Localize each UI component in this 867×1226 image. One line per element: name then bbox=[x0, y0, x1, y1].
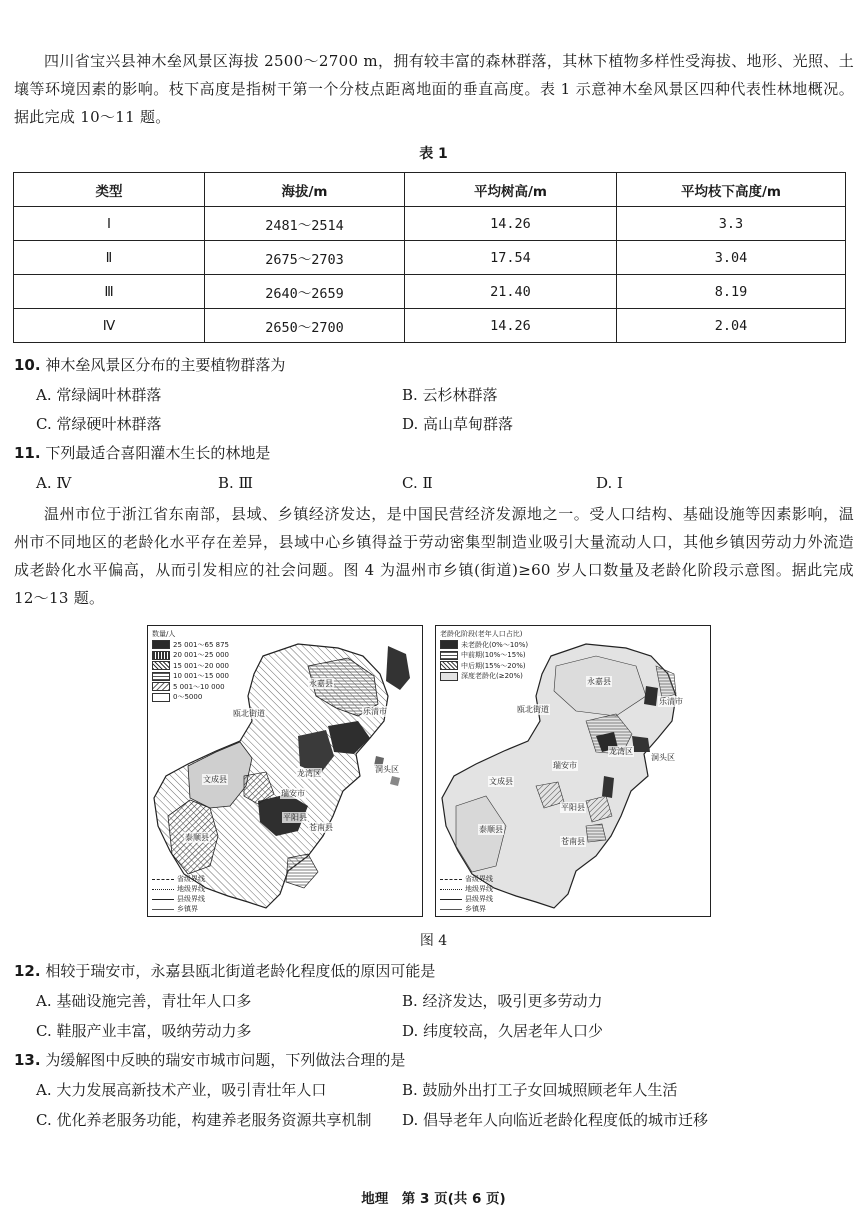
legend-item bbox=[152, 640, 229, 651]
cell-branch-height: 3.04 bbox=[617, 241, 846, 275]
option-d: D. Ⅰ bbox=[596, 474, 623, 492]
option-a: A. 常绿阔叶林群落 bbox=[36, 386, 162, 404]
question-12 bbox=[14, 960, 435, 982]
boundary-label: 乡镇界 bbox=[177, 905, 198, 913]
table-row bbox=[14, 275, 846, 309]
boundary-legend-item bbox=[152, 884, 205, 894]
legend-item bbox=[152, 671, 229, 682]
map-label-dongtou: 洞头区 bbox=[651, 753, 675, 762]
boundary-legend-item bbox=[440, 904, 493, 914]
boundary-label: 县级界线 bbox=[465, 895, 493, 903]
boundary-line bbox=[440, 909, 462, 910]
question-number: 11. bbox=[14, 444, 41, 462]
intro-paragraph-2: 温州市位于浙江省东南部，县域、乡镇经济发达，是中国民营经济发源地之一。受人口结构、基础设施等因素影响，温州市不同地区的老龄化水平存在差异，县域中心乡镇得益于劳动密集型制造业吸引大量流动人口，其他乡镇因劳动力外流造成老龄化水平偏高，从而引发相应的社会问题。图 4 为温州市乡镇(街道)≥60 岁人口数量及老龄化阶段示意图。据此完成 12～13 题。 bbox=[14, 505, 854, 607]
question-stem: 神木垒风景区分布的主要植物群落为 bbox=[45, 356, 286, 374]
cell-altitude: 2640～2659 bbox=[205, 275, 405, 309]
legend-item bbox=[440, 650, 528, 661]
map-label-leqing: 乐清市 bbox=[363, 707, 387, 716]
option-d: D. 倡导老年人向临近老龄化程度低的城市迁移 bbox=[402, 1111, 709, 1129]
map-label-wencheng: 文成县 bbox=[203, 775, 227, 784]
figure-caption: 图 4 bbox=[419, 933, 448, 949]
legend-title: 老龄化阶段(老年人口占比) bbox=[440, 630, 523, 638]
question-stem: 下列最适合喜阳灌木生长的林地是 bbox=[45, 444, 271, 462]
cell-branch-height: 3.3 bbox=[617, 207, 846, 241]
option-d: D. 纬度较高，久居老年人口少 bbox=[402, 1022, 604, 1040]
legend-label: 25 001～65 875 bbox=[173, 640, 229, 649]
boundary-legend bbox=[152, 874, 205, 914]
boundary-legend-item bbox=[440, 884, 493, 894]
boundary-label: 地级界线 bbox=[177, 885, 205, 893]
boundary-legend-item bbox=[152, 874, 205, 884]
option-c: C. 鞋服产业丰富，吸纳劳动力多 bbox=[36, 1022, 252, 1040]
map-label-rui-an: 瑞安市 bbox=[553, 761, 577, 770]
boundary-line bbox=[440, 889, 462, 890]
boundary-line bbox=[152, 899, 174, 900]
question-number: 13. bbox=[14, 1051, 41, 1069]
boundary-legend-item bbox=[152, 894, 205, 904]
option-b: B. 鼓励外出打工子女回城照顾老年人生活 bbox=[402, 1081, 678, 1099]
boundary-line bbox=[440, 899, 462, 900]
table-row bbox=[14, 207, 846, 241]
cell-altitude: 2481～2514 bbox=[205, 207, 405, 241]
boundary-legend-item bbox=[440, 874, 493, 884]
legend-swatch bbox=[440, 661, 458, 670]
legend-label: 0～5000 bbox=[173, 693, 203, 701]
cell-branch-height: 2.04 bbox=[617, 309, 846, 343]
forest-table bbox=[13, 172, 846, 343]
map-label-oubei: 瓯北街道 bbox=[517, 705, 549, 714]
legend-item bbox=[440, 661, 528, 672]
map-label-pingyang: 平阳县 bbox=[283, 813, 307, 822]
intro-paragraph-1: 四川省宝兴县神木垒风景区海拔 2500～2700 m，拥有较丰富的森林群落，其林下植物多样性受海拔、地形、光照、土壤等环境因素的影响。枝下高度是指树干第一个分枝点距离地面的垂直高度。表 1 示意神木垒风景区四种代表性林地概况。据此完成 10～11 题。 bbox=[14, 52, 854, 126]
map-label-longwan: 龙湾区 bbox=[297, 769, 321, 778]
table-row bbox=[14, 241, 846, 275]
cell-branch-height: 8.19 bbox=[617, 275, 846, 309]
boundary-line bbox=[152, 909, 174, 910]
option-a: A. 大力发展高新技术产业，吸引青壮年人口 bbox=[36, 1081, 327, 1099]
legend-label: 20 001～25 000 bbox=[173, 651, 229, 659]
cell-altitude: 2675～2703 bbox=[205, 241, 405, 275]
option-c: C. Ⅱ bbox=[402, 474, 433, 492]
legend-swatch bbox=[152, 640, 170, 649]
cell-tree-height: 14.26 bbox=[405, 207, 617, 241]
boundary-line bbox=[440, 879, 462, 880]
option-c: C. 常绿硬叶林群落 bbox=[36, 415, 162, 433]
legend-swatch bbox=[152, 682, 170, 691]
map-label-dongtou: 洞头区 bbox=[375, 765, 399, 774]
header-type: 类型 bbox=[14, 173, 205, 207]
cell-tree-height: 21.40 bbox=[405, 275, 617, 309]
question-stem: 为缓解图中反映的瑞安市城市问题，下列做法合理的是 bbox=[45, 1051, 406, 1069]
header-branch-height: 平均枝下高度/m bbox=[617, 173, 846, 207]
legend-label: 10 001～15 000 bbox=[173, 672, 229, 680]
map-label-taishun: 泰顺县 bbox=[479, 825, 503, 834]
legend-swatch bbox=[440, 672, 458, 681]
header-altitude: 海拔/m bbox=[205, 173, 405, 207]
boundary-legend-item bbox=[440, 894, 493, 904]
legend-label: 15 001～20 000 bbox=[173, 661, 229, 670]
table-header-row bbox=[14, 173, 846, 207]
legend-item bbox=[152, 692, 229, 703]
population-legend bbox=[152, 629, 229, 703]
header-tree-height: 平均树高/m bbox=[405, 173, 617, 207]
legend-label: 深度老龄化(≥20%) bbox=[461, 672, 523, 680]
map-label-yongjia: 永嘉县 bbox=[587, 677, 611, 686]
question-stem: 相较于瑞安市，永嘉县瓯北街道老龄化程度低的原因可能是 bbox=[45, 962, 436, 980]
aging-legend bbox=[440, 629, 528, 682]
question-11 bbox=[14, 442, 270, 464]
legend-label: 中前期(10%～15%) bbox=[461, 651, 526, 659]
question-10 bbox=[14, 354, 285, 376]
map-label-cangnan: 苍南县 bbox=[309, 823, 333, 832]
legend-label: 5 001～10 000 bbox=[173, 682, 225, 691]
legend-item bbox=[440, 640, 528, 651]
boundary-line bbox=[152, 889, 174, 890]
boundary-label: 县级界线 bbox=[177, 895, 205, 903]
page-footer: 地理 第 3 页(共 6 页) bbox=[361, 1191, 506, 1207]
table-row bbox=[14, 309, 846, 343]
legend-swatch bbox=[152, 672, 170, 681]
legend-swatch bbox=[152, 661, 170, 670]
option-a: A. 基础设施完善，青壮年人口多 bbox=[36, 992, 252, 1010]
legend-item bbox=[152, 682, 229, 693]
question-13 bbox=[14, 1049, 405, 1071]
map-label-oubei: 瓯北街道 bbox=[233, 709, 265, 718]
cell-type: Ⅱ bbox=[14, 241, 205, 275]
boundary-legend-item bbox=[152, 904, 205, 914]
boundary-label: 省级界线 bbox=[177, 875, 205, 883]
option-d: D. 高山草甸群落 bbox=[402, 415, 514, 433]
legend-swatch bbox=[440, 651, 458, 660]
cell-tree-height: 17.54 bbox=[405, 241, 617, 275]
cell-tree-height: 14.26 bbox=[405, 309, 617, 343]
legend-title: 数量/人 bbox=[152, 630, 176, 638]
map-label-rui-an: 瑞安市 bbox=[281, 789, 305, 798]
cell-type: Ⅰ bbox=[14, 207, 205, 241]
option-a: A. Ⅳ bbox=[36, 474, 72, 492]
boundary-label: 乡镇界 bbox=[465, 905, 486, 913]
cell-type: Ⅲ bbox=[14, 275, 205, 309]
cell-altitude: 2650～2700 bbox=[205, 309, 405, 343]
boundary-line bbox=[152, 879, 174, 880]
population-map bbox=[147, 625, 423, 917]
boundary-label: 省级界线 bbox=[465, 875, 493, 883]
legend-label: 未老龄化(0%～10%) bbox=[461, 640, 529, 649]
legend-swatch bbox=[152, 693, 170, 702]
map-label-leqing: 乐清市 bbox=[659, 697, 683, 706]
map-label-cangnan: 苍南县 bbox=[561, 837, 585, 846]
map-label-wencheng: 文成县 bbox=[489, 777, 513, 786]
cell-type: Ⅳ bbox=[14, 309, 205, 343]
map-label-pingyang: 平阳县 bbox=[561, 803, 585, 812]
legend-swatch bbox=[152, 651, 170, 660]
question-number: 10. bbox=[14, 356, 41, 374]
table-caption: 表 1 bbox=[419, 146, 448, 162]
option-b: B. Ⅲ bbox=[218, 474, 254, 492]
legend-item bbox=[440, 671, 528, 682]
boundary-legend bbox=[440, 874, 493, 914]
option-c: C. 优化养老服务功能，构建养老服务资源共享机制 bbox=[36, 1111, 372, 1129]
legend-item bbox=[152, 661, 229, 672]
question-number: 12. bbox=[14, 962, 41, 980]
option-b: B. 云杉林群落 bbox=[402, 386, 498, 404]
map-label-longwan: 龙湾区 bbox=[609, 747, 633, 756]
map-label-taishun: 泰顺县 bbox=[185, 833, 209, 842]
boundary-label: 地级界线 bbox=[465, 885, 493, 893]
legend-item bbox=[152, 650, 229, 661]
legend-label: 中后期(15%～20%) bbox=[461, 661, 526, 670]
legend-swatch bbox=[440, 640, 458, 649]
aging-map bbox=[435, 625, 711, 917]
option-b: B. 经济发达，吸引更多劳动力 bbox=[402, 992, 603, 1010]
map-label-yongjia: 永嘉县 bbox=[309, 679, 333, 688]
